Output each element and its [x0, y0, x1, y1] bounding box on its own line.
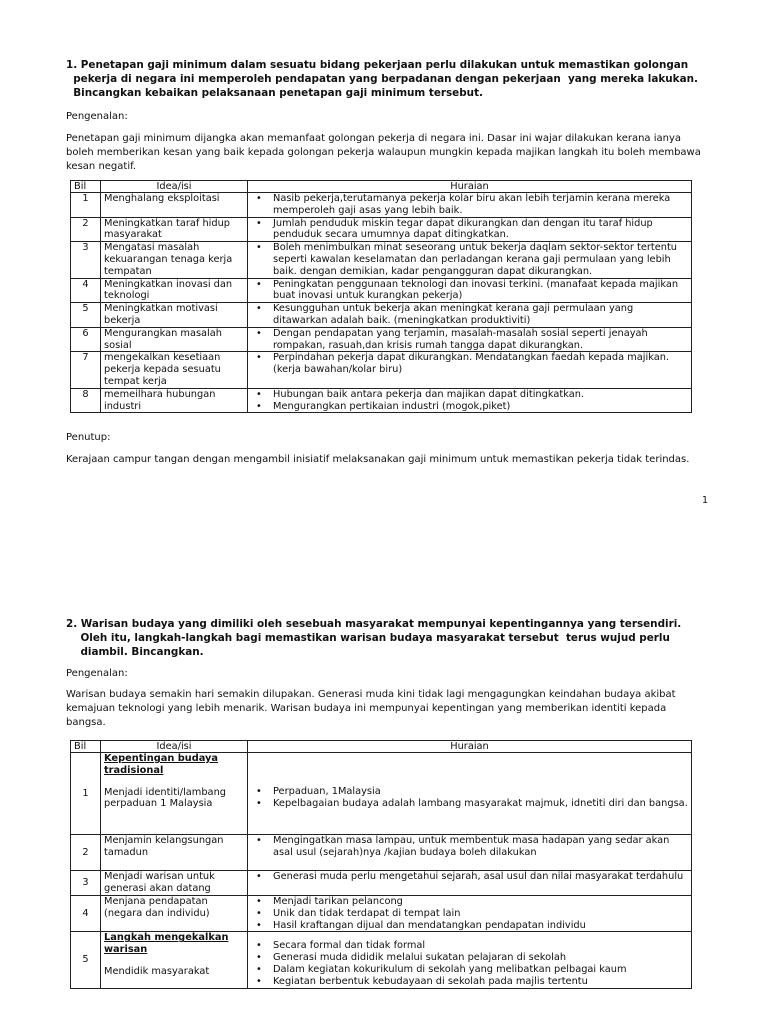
row-number: 2: [71, 217, 101, 242]
bullet-point: • Generasi muda dididik melalui sukatan pelajaran di sekolah: [273, 952, 688, 964]
table-row: [71, 388, 692, 413]
idea-cell: [101, 217, 248, 242]
huraian-cell: [248, 835, 692, 871]
bullet-point: • Kepelbagaian budaya adalah lambang masyarakat majmuk, idnetiti diri dan bangsa.: [273, 798, 688, 810]
bullet-point: • Mengingatkan masa lampau, untuk membentuk masa hadapan yang sedar akan asal usul (sejarah)nya /kajian budaya boleh dilakukan: [273, 835, 688, 859]
table-row: [71, 835, 692, 871]
table-row: [71, 932, 692, 988]
table-row: [71, 327, 692, 352]
bullet-list: [251, 389, 688, 413]
table-row: [71, 352, 692, 388]
bullet-point: • Mengurangkan pertikaian industri (mogok,piket): [273, 401, 688, 413]
bullet-list: [251, 242, 688, 277]
bullet-list: [251, 352, 688, 376]
huraian-cell: [248, 242, 692, 278]
idea-cell: [101, 871, 248, 896]
bullet-list: [251, 871, 688, 883]
section-title: Langkah mengekalkan warisan: [104, 932, 229, 956]
question-2: [66, 617, 706, 659]
row-number: 1: [71, 753, 101, 835]
table-row: [71, 871, 692, 896]
spacer: [104, 777, 244, 787]
q1-intro-label: Pengenalan:: [66, 111, 128, 122]
idea-text: Menjamin kelangsungan tamadun: [104, 835, 224, 858]
page-number: 1: [702, 495, 709, 506]
table-row: [71, 753, 692, 835]
bullet-list: [251, 835, 688, 859]
table-row: [71, 278, 692, 303]
q1-intro-text: Penetapan gaji minimum dijangka akan memanfaat golongan pekerja di negara ini. Dasar ini wajar dilakukan kerana ianya boleh memberikan kesan yang baik kepada golongan pekerja walaupun mungkin kepada majikan langkah itu boleh membawa kesan negatif.: [66, 133, 701, 172]
table-row: [71, 217, 692, 242]
table-row: [71, 303, 692, 328]
idea-text: Menjadi warisan untuk generasi akan datang: [104, 871, 215, 894]
idea-cell: [101, 327, 248, 352]
row-number: 4: [71, 896, 101, 932]
bullet-point: • Perpaduan, 1Malaysia: [273, 786, 688, 798]
column-header-huraian: Huraian: [248, 741, 692, 753]
bullet-point: • Kesungguhan untuk bekerja akan meningkat kerana gaji permulaan yang ditawarkan adalah baik. (meningkatkan produktiviti): [273, 303, 688, 327]
question-1-line: 1. Penetapan gaji minimum dalam sesuatu bidang pekerjaan perlu dilakukan untuk memastikan golongan: [66, 59, 689, 71]
huraian-cell: [248, 932, 692, 988]
bullet-list: [251, 786, 688, 810]
bullet-point: • Perpindahan pekerja dapat dikurangkan. Mendatangkan faedah kepada majikan. (kerja bawahan/kolar biru): [273, 352, 688, 376]
table-row: [71, 242, 692, 278]
question-1-line: pekerja di negara ini memperoleh pendapatan yang berpadanan dengan pekerjaan yang mereka lakukan.: [66, 73, 698, 85]
row-number: 2: [71, 835, 101, 871]
column-header-idea: Idea/isi: [101, 741, 248, 753]
huraian-cell: [248, 871, 692, 896]
question-2-line: Oleh itu, langkah-langkah bagi memastikan warisan budaya masyarakat tersebut terus wujud perlu: [66, 632, 670, 644]
idea-text: Mendidik masyarakat: [104, 965, 210, 977]
idea-text: memeilhara hubungan industri: [104, 388, 216, 412]
q1-table: [70, 180, 692, 413]
idea-cell: [101, 932, 248, 988]
idea-text: Mengatasi masalah kekuarangan tenaga kerja tempatan: [104, 242, 233, 277]
section-title: Kepentingan budaya tradisional: [104, 753, 219, 776]
bullet-point: • Jumlah penduduk miskin tegar dapat dikurangkan dan dengan itu taraf hidup penduduk secara umumnya dapat ditingkatkan.: [273, 218, 688, 242]
bullet-point: • Menjadi tarikan pelancong: [273, 896, 688, 908]
column-header-huraian: Huraian: [248, 181, 692, 193]
idea-cell: [101, 896, 248, 932]
huraian-cell: [248, 217, 692, 242]
idea-cell: [101, 835, 248, 871]
bullet-list: [251, 896, 688, 931]
bullet-point: • Kegiatan berbentuk kebudayaan di sekolah pada majlis tertentu: [273, 976, 688, 988]
row-number: 7: [71, 352, 101, 388]
table-header-row: [71, 741, 692, 753]
huraian-cell: [248, 327, 692, 352]
bullet-point: • Nasib pekerja,terutamanya pekerja kolar biru akan lebih terjamin kerana mereka memperoleh gaji asas yang lebih baik.: [273, 193, 688, 217]
huraian-cell: [248, 278, 692, 303]
table-row: [71, 896, 692, 932]
q1-closing-label: Penutup:: [66, 432, 111, 443]
column-header-bil: Bil: [71, 181, 101, 193]
question-2-line: diambil. Bincangkan.: [66, 646, 204, 658]
idea-cell: [101, 753, 248, 835]
idea-text: Meningkatkan inovasi dan teknologi: [104, 278, 233, 302]
idea-text: Mengurangkan masalah sosial: [104, 327, 222, 351]
idea-text: mengekalkan kesetiaan pekerja kepada sesuatu tempat kerja: [104, 352, 221, 387]
bullet-point: • Secara formal dan tidak formal: [273, 940, 688, 952]
idea-text: Menjana pendapatan (negara dan individu): [104, 896, 210, 919]
huraian-cell: [248, 753, 692, 835]
bullet-point: • Hasil kraftangan dijual dan mendatangkan pendapatan individu: [273, 920, 688, 932]
idea-cell: [101, 193, 248, 218]
huraian-cell: [248, 896, 692, 932]
row-number: 3: [71, 871, 101, 896]
huraian-cell: [248, 388, 692, 413]
idea-cell: [101, 352, 248, 388]
bullet-point: • Generasi muda perlu mengetahui sejarah, asal usul dan nilai masyarakat terdahulu: [273, 871, 688, 883]
q2-table: [70, 740, 692, 989]
bullet-point: • Boleh menimbulkan minat seseorang untuk bekerja daqlam sektor-sektor tertentu seperti kawalan keselamatan dan perladangan kerana gaji permulaan yang lebih baik. dengan demikian, kadar pengangguran dapat dikurangkan.: [273, 242, 688, 277]
row-number: 8: [71, 388, 101, 413]
idea-text: Menjadi identiti/lambang perpaduan 1 Malaysia: [104, 786, 226, 810]
column-header-idea: Idea/isi: [101, 181, 248, 193]
huraian-cell: [248, 193, 692, 218]
idea-text: Meningkatkan taraf hidup masyarakat: [104, 217, 231, 241]
bullet-point: • Dengan pendapatan yang terjamin, masalah-masalah sosial seperti jenayah rompakan, rasuah,dan krisis rumah tangga dapat dikurangkan.: [273, 328, 688, 352]
idea-text: Menghalang eksploitasi: [104, 193, 220, 204]
bullet-list: [251, 328, 688, 352]
bullet-list: [251, 303, 688, 327]
q1-closing-text: Kerajaan campur tangan dengan mengambil inisiatif melaksanakan gaji minimum untuk memastikan pekerja tidak terindas.: [66, 454, 690, 465]
bullet-point: • Peningkatan penggunaan teknologi dan inovasi terkini. (manafaat kepada majikan buat inovasi untuk kurangkan pekerja): [273, 279, 688, 303]
huraian-cell: [248, 352, 692, 388]
row-number: 3: [71, 242, 101, 278]
bullet-point: • Hubungan baik antara pekerja dan majikan dapat ditingkatkan.: [273, 389, 688, 401]
question-1: [66, 58, 706, 100]
table-header-row: [71, 181, 692, 193]
idea-cell: [101, 388, 248, 413]
idea-cell: [101, 303, 248, 328]
row-number: 5: [71, 303, 101, 328]
bullet-point: • Dalam kegiatan kokurikulum di sekolah yang melibatkan pelbagai kaum: [273, 964, 688, 976]
huraian-cell: [248, 303, 692, 328]
bullet-list: [251, 218, 688, 242]
row-number: 5: [71, 932, 101, 988]
bullet-list: [251, 940, 688, 987]
question-1-line: Bincangkan kebaikan pelaksanaan penetapan gaji minimum tersebut.: [66, 87, 483, 99]
idea-text: Meningkatkan motivasi bekerja: [104, 303, 218, 326]
bullet-point: • Unik dan tidak terdapat di tempat lain: [273, 908, 688, 920]
row-number: 4: [71, 278, 101, 303]
spacer: [104, 956, 244, 966]
idea-cell: [101, 278, 248, 303]
row-number: 1: [71, 193, 101, 218]
question-2-line: 2. Warisan budaya yang dimiliki oleh sesebuah masyarakat mempunyai kepentingannya yang tersendiri.: [66, 618, 682, 630]
idea-cell: [101, 242, 248, 278]
bullet-list: [251, 193, 688, 217]
q2-intro-text: Warisan budaya semakin hari semakin dilupakan. Generasi muda kini tidak lagi mengagungkan keindahan budaya akibat kemajuan teknologi yang lebih menarik. Warisan budaya ini mempunyai kepentingan yang memberikan identiti kepada bangsa.: [66, 689, 676, 728]
bullet-list: [251, 279, 688, 303]
q2-intro-label: Pengenalan:: [66, 668, 128, 679]
table-row: [71, 193, 692, 218]
row-number: 6: [71, 327, 101, 352]
column-header-bil: Bil: [71, 741, 101, 753]
